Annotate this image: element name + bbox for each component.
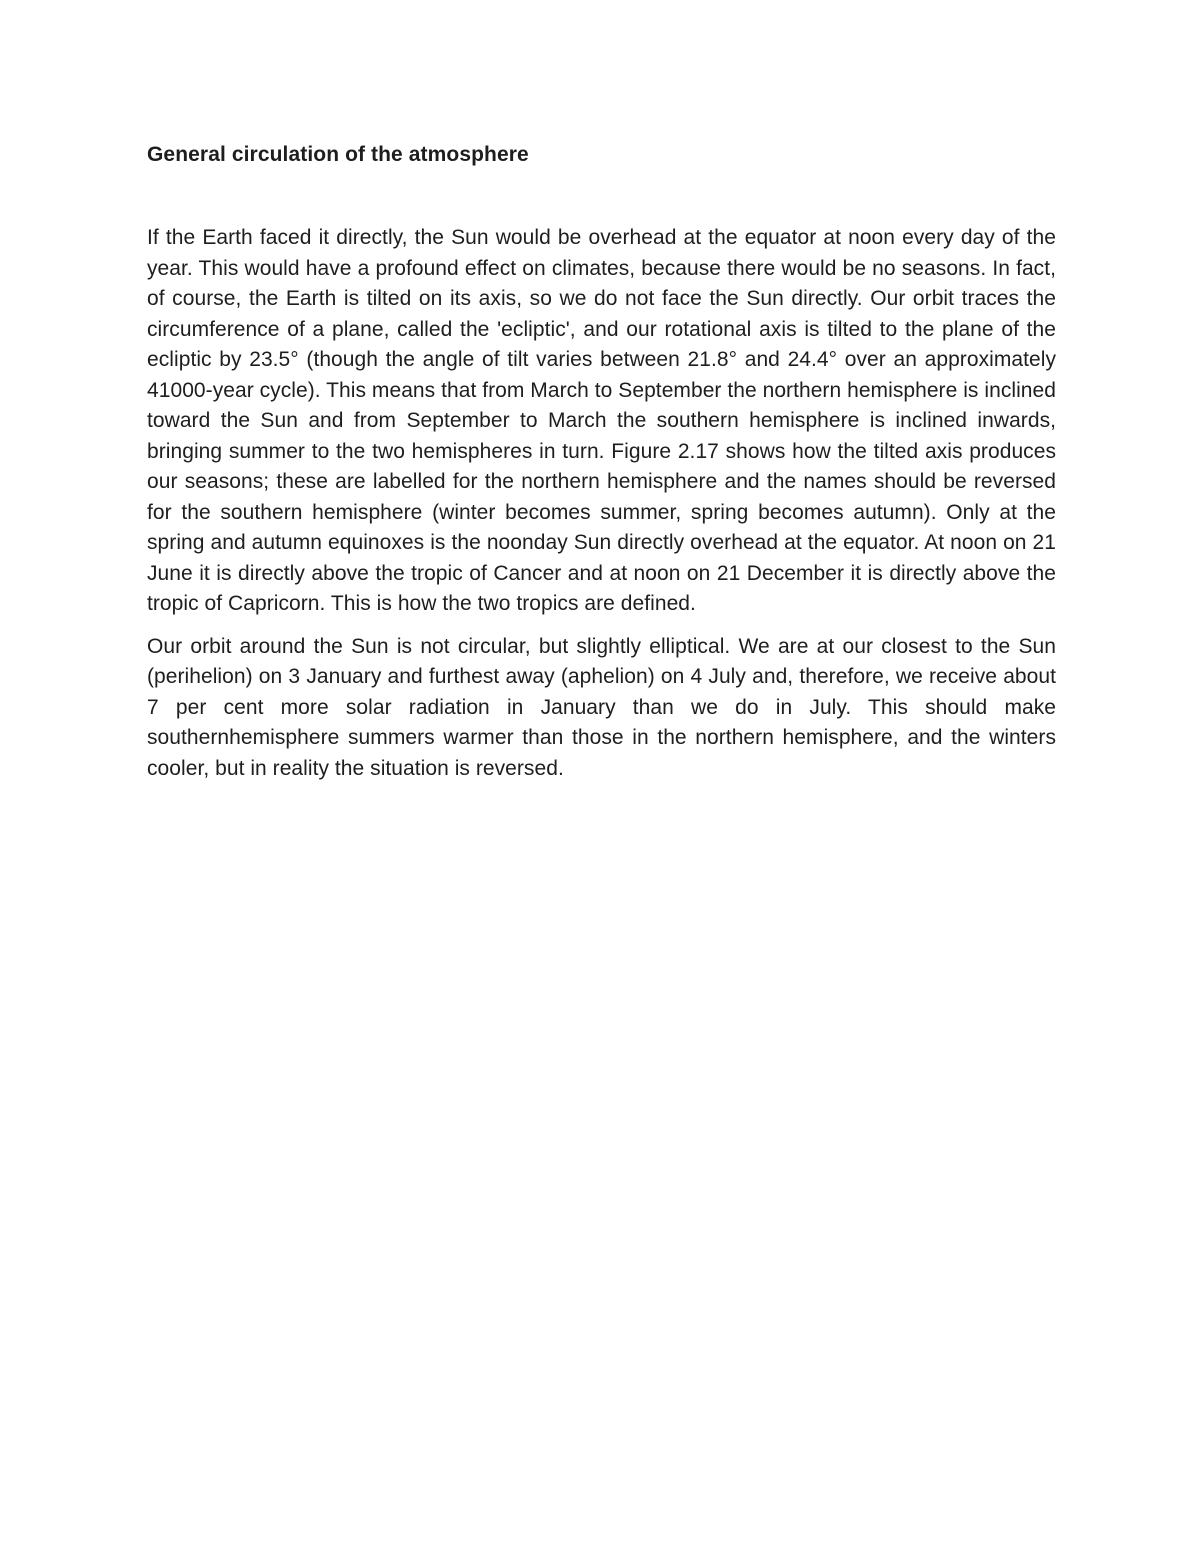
document-body xyxy=(147,140,1056,796)
paragraph-1: If the Earth faced it directly, the Sun would be overhead at the equator at noon every day of the year. This would have a profound effect on climates, because there would be no seasons. In fact, of course, the Earth is tilted on its axis, so we do not face the Sun directly. Our orbit traces the circumference of a plane, called the 'ecliptic', and our rotational axis is tilted to the plane of the ecliptic by 23.5° (though the angle of tilt varies between 21.8° and 24.4° over an approximately 41000-year cycle). This means that from March to September the northern hemisphere is inclined toward the Sun and from September to March the southern hemisphere is inclined inwards, bringing summer to the two hemispheres in turn. Figure 2.17 shows how the tilted axis produces our seasons; these are labelled for the northern hemisphere and the names should be reversed for the southern hemisphere (winter becomes summer, spring becomes autumn). Only at the spring and autumn equinoxes is the noonday Sun directly overhead at the equator. At noon on 21 June it is directly above the tropic of Cancer and at noon on 21 December it is directly above the tropic of Capricorn. This is how the two tropics are defined. xyxy=(147,226,1056,615)
paragraph-2: Our orbit around the Sun is not circular, but slightly elliptical. We are at our closest to the Sun (perihelion) on 3 January and furthest away (aphelion) on 4 July and, therefore, we receive about 7 per cent more solar radiation in January than we do in July. This should make southernhemisphere summers warmer than those in the northern hemisphere, and the winters cooler, but in reality the situation is reversed. xyxy=(147,634,1056,780)
document-title: General circulation of the atmosphere xyxy=(147,143,529,166)
